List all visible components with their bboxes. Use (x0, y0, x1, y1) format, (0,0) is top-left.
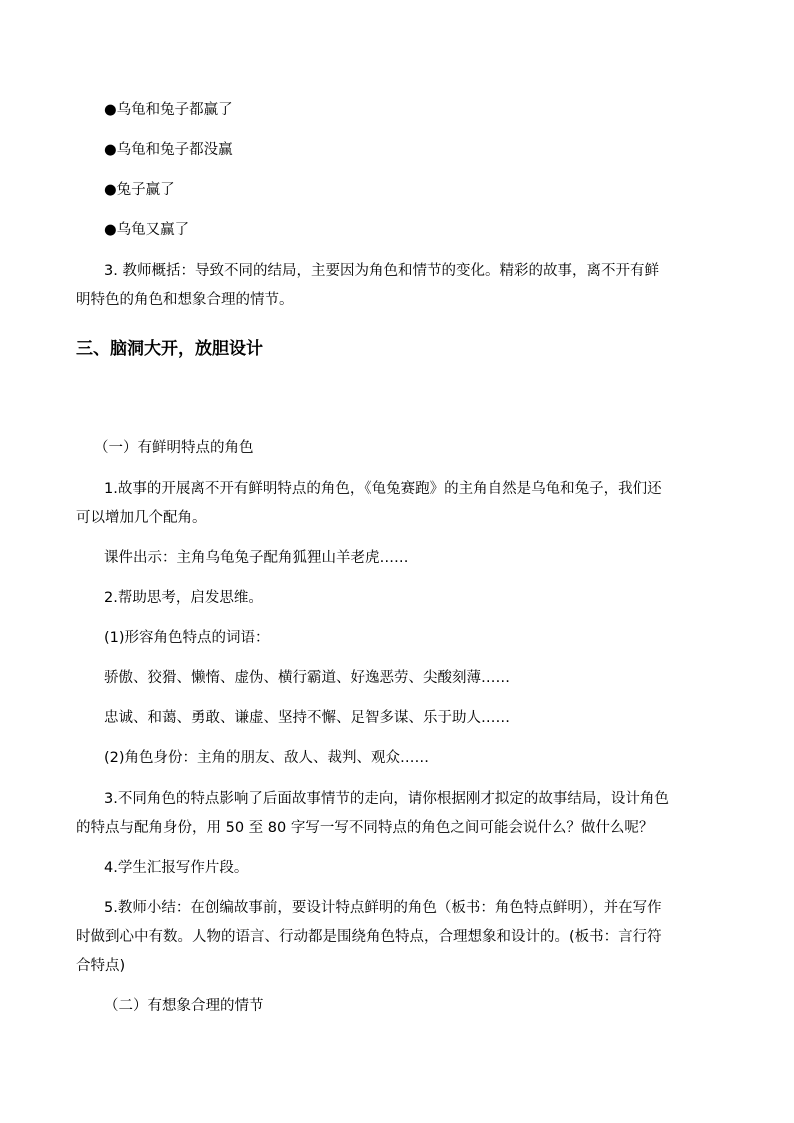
para-5-line-3: 合特点) (76, 958, 126, 974)
para-2: 2.帮助思考，启发思维。 (104, 590, 263, 606)
para-2-1: (1)形容角色特点的词语： (104, 630, 270, 646)
words-positive: 忠诚、和蔼、勇敢、谦虚、坚持不懈、足智多谋、乐于助人…… (104, 710, 510, 726)
para-4: 4.学生汇报写作片段。 (104, 860, 249, 876)
subsection-1-heading: （一）有鲜明特点的角色 (94, 440, 254, 456)
summary-line-2: 明特色的角色和想象合理的情节。 (76, 292, 294, 308)
para-5-line-2: 时做到心中有数。人物的语言、行动都是围绕角色特点，合理想象和设计的。(板书：言行符 (76, 929, 662, 945)
bullet-tortoise-wins-again: ●乌龟又赢了 (104, 222, 190, 238)
section-3-heading: 三、脑洞大开，放胆设计 (76, 339, 263, 359)
para-2-2: (2)角色身份：主角的朋友、敌人、裁判、观众…… (104, 750, 430, 766)
bullet-neither-win: ●乌龟和兔子都没赢 (104, 142, 233, 158)
bullet-rabbit-wins: ●兔子赢了 (104, 182, 175, 198)
courseware-line: 课件出示：主角乌龟兔子配角狐狸山羊老虎…… (104, 550, 409, 566)
summary-line-1: 3. 教师概括：导致不同的结局，主要因为角色和情节的变化。精彩的故事，离不开有鲜 (104, 263, 659, 279)
words-negative: 骄傲、狡猾、懒惰、虚伪、横行霸道、好逸恶劳、尖酸刻薄…… (104, 670, 510, 686)
subsection-2-heading: （二）有想象合理的情节 (104, 998, 264, 1014)
para-3-line-1: 3.不同角色的特点影响了后面故事情节的走向，请你根据刚才拟定的故事结局，设计角色 (104, 791, 669, 807)
bullet-both-win: ●乌龟和兔子都赢了 (104, 102, 233, 118)
para-1-line-2: 可以增加几个配角。 (76, 510, 207, 526)
para-5-line-1: 5.教师小结：在创编故事前，要设计特点鲜明的角色（板书：角色特点鲜明），并在写作 (104, 900, 662, 916)
para-3-line-2: 的特点与配角身份，用 50 至 80 字写一写不同特点的角色之间可能会说什么？做什么呢？ (76, 820, 654, 836)
para-1-line-1: 1.故事的开展离不开有鲜明特点的角色，《龟兔赛跑》的主角自然是乌龟和兔子，我们还 (104, 481, 662, 497)
